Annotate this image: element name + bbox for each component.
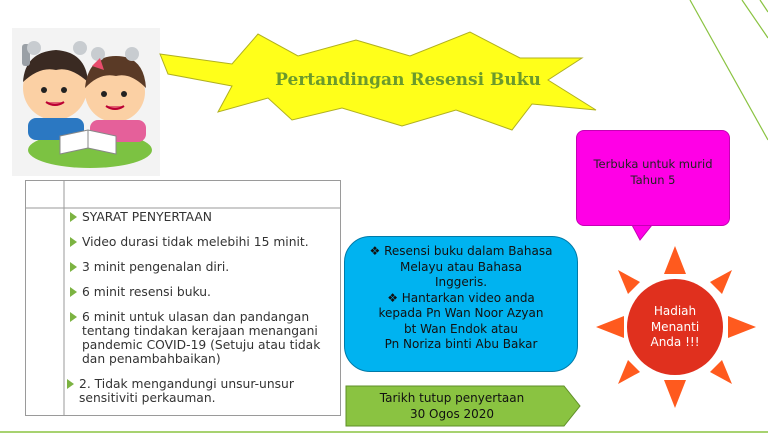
instruction-line: ❖ Hantarkan video anda [387, 290, 535, 305]
deadline-date: 30 Ogos 2020 [409, 407, 495, 421]
instruction-line: Inggeris. [434, 275, 488, 289]
instruction-line: ❖ Resensi buku dalam Bahasa [369, 244, 553, 258]
requirements-heading: SYARAT PENYERTAAN [70, 210, 340, 224]
requirement-item-sensitivity: 2. Tidak mengandungi unsur-unsur sensitiviti perkauman. [67, 377, 340, 405]
requirements-list [70, 210, 340, 416]
deadline-text [352, 390, 552, 422]
prize-line: Menanti [650, 319, 700, 334]
eligibility-line-1: Terbuka untuk murid [593, 157, 713, 171]
prize-line: Hadiah [653, 304, 697, 318]
requirement-item: 3 minit pengenalan diri. [70, 260, 340, 274]
prize-text [640, 304, 710, 351]
instruction-line: Melayu atau Bahasa [400, 259, 522, 274]
instruction-line: Pn Noriza binti Abu Bakar [384, 337, 538, 351]
banner-title: Pertandingan Resensi Buku [275, 70, 541, 90]
eligibility-line-2: Tahun 5 [630, 173, 676, 187]
instruction-line: bt Wan Endok atau [404, 321, 518, 336]
instruction-line: kepada Pn Wan Noor Azyan [378, 306, 544, 320]
eligibility-text [584, 156, 722, 188]
requirement-item: 6 minit untuk ulasan dan pandangan tentang tindakan kerajaan menangani pandemic COVID-19 (Setuju atau tidak dan penambahbaikan) [70, 310, 340, 366]
children-reading-illustration [12, 28, 160, 176]
requirement-item: Video durasi tidak melebihi 15 minit. [70, 235, 340, 249]
prize-line: Anda !!! [650, 335, 700, 349]
pink-callout-pointer [632, 225, 652, 240]
requirement-item: 6 minit resensi buku. [70, 285, 340, 299]
deadline-label: Tarikh tutup penyertaan [379, 391, 525, 405]
instructions-text [350, 244, 572, 353]
